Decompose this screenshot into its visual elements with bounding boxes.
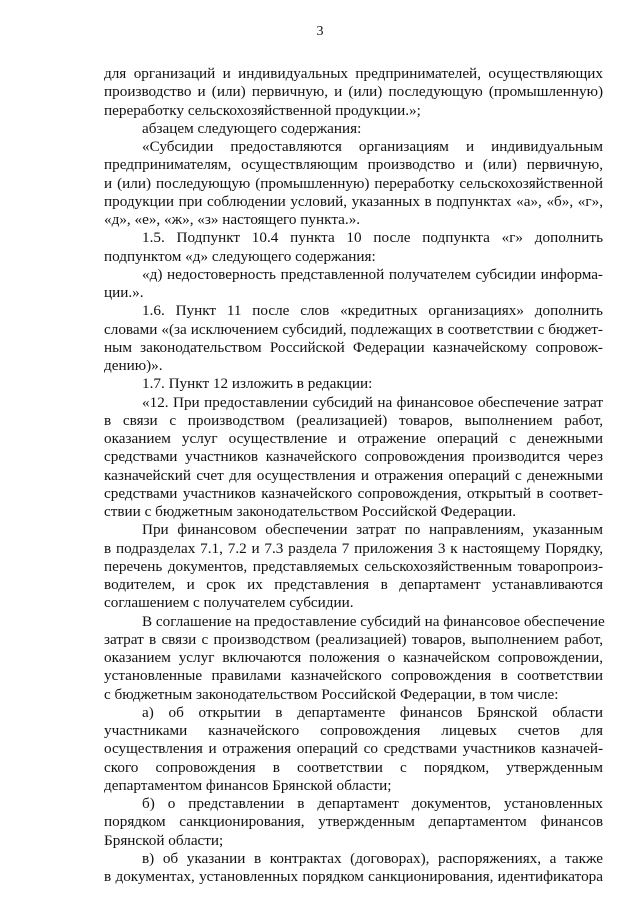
text-line: соглашением с получателем субсидии. <box>104 594 354 612</box>
text-line: дению)». <box>104 357 163 374</box>
text-line: с бюджетным законодательством Российской Федерации, в том числе: <box>104 685 559 703</box>
text-line: казначейский счет для осуществления и отражения операций с денежными <box>104 466 603 484</box>
text-line: «12. При предоставлении субсидий на финансовое обеспечение затрат <box>142 393 603 411</box>
text-line: Брянской области; <box>104 831 224 849</box>
text-line: водителем, и срок их представления в департамент устанавливаются <box>104 576 603 593</box>
text-line: абзацем следующего содержания: <box>142 119 362 137</box>
text-line: средствами участников казначейского сопровождения производится через <box>104 448 603 466</box>
text-line: переработку сельскохозяйственной продукции.»; <box>104 101 421 119</box>
text-line: в) об указании в контрактах (договорах), распоряжениях, а также <box>142 849 603 867</box>
text-line: словами «(за исключением субсидий, подлежащих в соответствии с бюджет- <box>104 320 603 338</box>
text-line: а) об открытии в департаменте финансов Брянской области <box>142 703 603 721</box>
text-line: ным законодательством Российской Федерации казначейскому сопровож- <box>104 338 603 356</box>
text-line: в документах, установленных порядком санкционирования, идентификатора <box>104 868 603 885</box>
text-line: При финансовом обеспечении затрат по направлениям, указанным <box>142 521 603 539</box>
text-line: департаментом финансов Брянской области; <box>104 776 392 794</box>
text-line: средствами участников казначейского сопровождения, открытый в соответ- <box>104 484 603 502</box>
text-line: продукции при соблюдении условий, указанных в подпунктах «а», «б», «г», <box>104 192 603 210</box>
text-line: в подразделах 7.1, 7.2 и 7.3 раздела 7 приложения 3 к настоящему Порядку, <box>104 539 603 557</box>
text-line: 1.7. Пункт 12 изложить в редакции: <box>142 375 373 393</box>
text-line: «д», «е», «ж», «з» настоящего пункта.». <box>104 211 361 228</box>
text-line: 1.6. Пункт 11 после слов «кредитных организациях» дополнить <box>142 302 603 320</box>
text-line: оказанием услуг осуществление и отражение операций с денежными <box>104 430 603 447</box>
text-line: в связи с производством (реализацией) товаров, выполнением работ, <box>104 411 603 429</box>
text-line: В соглашение на предоставление субсидий на финансовое обеспечение <box>142 612 605 630</box>
page-number: 3 <box>316 24 324 39</box>
text-line: оказанием услуг включаются положения о казначейском сопровождении, <box>104 649 603 666</box>
text-line: предпринимателям, осуществляющим производство и (или) первичную, <box>104 156 603 174</box>
text-line: перечень документов, представляемых сельскохозяйственным товаропроиз- <box>104 557 603 575</box>
text-line: установленные правилами казначейского сопровождения в соответствии <box>104 667 603 685</box>
text-line: участниками казначейского сопровождения лицевых счетов для <box>104 722 603 739</box>
text-line: осуществления и отражения операций со средствами участников казначей- <box>104 740 603 758</box>
text-line: ции.». <box>104 284 144 301</box>
text-line: ствии с бюджетным законодательством Российской Федерации. <box>104 503 517 520</box>
text-line: ского сопровождения в соответствии с порядком, утвержденным <box>104 758 603 776</box>
text-line: 1.5. Подпункт 10.4 пункта 10 после подпункта «г» дополнить <box>142 229 603 247</box>
text-line: б) о представлении в департамент документов, установленных <box>142 795 603 812</box>
text-line: подпунктом «д» следующего содержания: <box>104 247 376 265</box>
text-line: «Субсидии предоставляются организациям и индивидуальным <box>142 138 603 155</box>
text-line: порядком санкционирования, утвержденным департаментом финансов <box>104 813 603 831</box>
text-line: и (или) последующую (промышленную) переработку сельскохозяйственной <box>104 174 603 192</box>
text-line: «д) недостоверность представленной получателем субсидии информа- <box>142 265 603 283</box>
text-line: затрат в связи с производством (реализацией) товаров, выполнением работ, <box>104 630 603 648</box>
text-line: производство и (или) первичную, и (или) последующую (промышленную) <box>104 83 603 101</box>
text-line: для организаций и индивидуальных предпринимателей, осуществляющих <box>104 65 603 82</box>
